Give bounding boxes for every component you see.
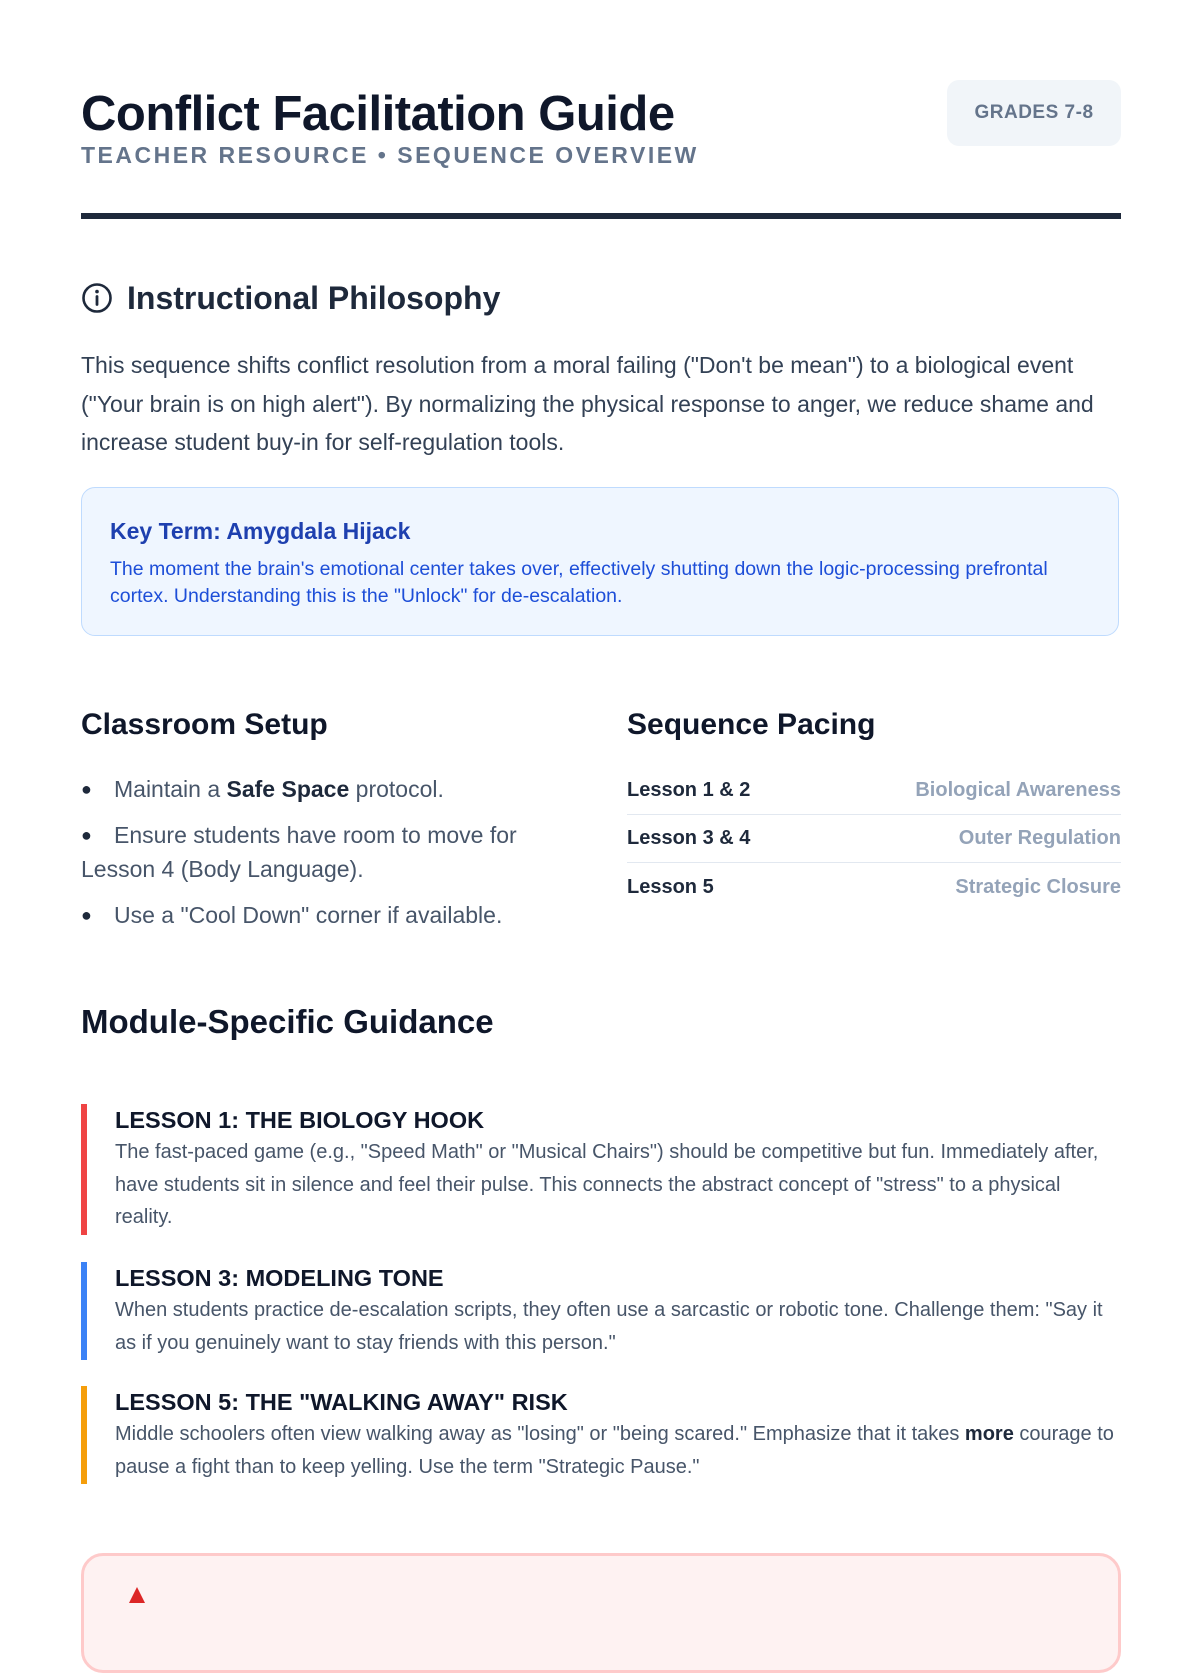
setup-item — [81, 898, 561, 932]
module-body — [115, 1418, 1121, 1483]
setup-item-text: Ensure students have room to move for Lesson 4 (Body Language). — [81, 822, 517, 882]
module-body-emphasis: more — [964, 1423, 1014, 1445]
page-title: Conflict Facilitation Guide — [81, 87, 675, 141]
module-card-lesson-5 — [81, 1386, 1121, 1484]
pacing-lesson: Lesson 5 — [627, 875, 714, 898]
pacing-phase: Biological Awareness — [915, 779, 1121, 801]
alert-icon — [128, 1586, 146, 1604]
key-term-title: Key Term: Amygdala Hijack — [110, 518, 411, 544]
info-icon — [81, 282, 113, 314]
key-term-callout — [81, 487, 1119, 636]
bullet-icon: ● — [81, 905, 92, 925]
header-divider — [81, 213, 1121, 219]
module-body — [115, 1136, 1121, 1234]
pacing-row — [627, 767, 1121, 815]
module-body-text: Middle schoolers often view walking away as "losing" or "being scared." Emphasize that it takes — [115, 1423, 965, 1445]
setup-item-emphasis: Safe Space — [226, 776, 350, 802]
module-title: LESSON 1: THE BIOLOGY HOOK — [115, 1107, 485, 1133]
sequence-pacing-heading: Sequence Pacing — [627, 708, 876, 741]
module-body-text-end: courage to pause a fight than to keep yelling. Use the term "Strategic Pause." — [115, 1423, 1114, 1478]
module-card-lesson-3 — [81, 1262, 1121, 1360]
philosophy-heading: Instructional Philosophy — [127, 279, 501, 316]
grade-badge: GRADES 7-8 — [947, 80, 1121, 146]
module-body-text: The fast-paced game (e.g., "Speed Math" or "Musical Chairs") should be competitive but fun. Immediately after, have students sit in silence and feel their pulse. This connects the abstract concept of "stress" to a physical reality. — [115, 1141, 1099, 1228]
setup-item-text: Maintain a — [114, 776, 227, 802]
module-card-lesson-1 — [81, 1104, 1121, 1235]
module-body — [115, 1294, 1121, 1359]
module-body-text: When students practice de-escalation scripts, they often use a sarcastic or robotic tone. Challenge them: "Say it as if you genuinely want to stay friends with this person." — [115, 1299, 1103, 1354]
page-subtitle: TEACHER RESOURCE • SEQUENCE OVERVIEW — [81, 142, 699, 168]
pacing-row — [627, 815, 1121, 863]
warning-callout — [81, 1553, 1121, 1673]
setup-item — [81, 818, 561, 886]
pacing-phase: Outer Regulation — [958, 827, 1121, 849]
setup-item — [81, 772, 561, 806]
pacing-lesson: Lesson 3 & 4 — [627, 827, 751, 849]
philosophy-body: This sequence shifts conflict resolution from a moral failing ("Don't be mean") to a biological event ("Your brain is on high alert"). By normalizing the physical response to anger, we reduce shame and increase student buy-in for self-regulation tools. — [81, 352, 1094, 455]
classroom-setup-heading: Classroom Setup — [81, 708, 328, 741]
module-title: LESSON 3: MODELING TONE — [115, 1265, 444, 1291]
setup-item-text-end: protocol. — [349, 776, 444, 802]
bullet-icon: ● — [81, 825, 92, 845]
pacing-phase: Strategic Closure — [955, 875, 1121, 898]
page-header — [81, 80, 1121, 220]
module-guidance-heading: Module-Specific Guidance — [81, 1003, 494, 1040]
pacing-table — [627, 767, 1121, 911]
pacing-row — [627, 863, 1121, 911]
classroom-setup-list — [81, 772, 561, 944]
key-term-definition: The moment the brain's emotional center takes over, effectively shutting down the logic-processing prefrontal cortex. Understanding this is the "Unlock" for de-escalation. — [110, 558, 1048, 607]
philosophy-heading-row — [81, 276, 500, 320]
pacing-lesson: Lesson 1 & 2 — [627, 779, 751, 801]
module-title: LESSON 5: THE "WALKING AWAY" RISK — [115, 1389, 568, 1415]
bullet-icon: ● — [81, 779, 92, 799]
setup-item-text: Use a "Cool Down" corner if available. — [114, 902, 503, 928]
